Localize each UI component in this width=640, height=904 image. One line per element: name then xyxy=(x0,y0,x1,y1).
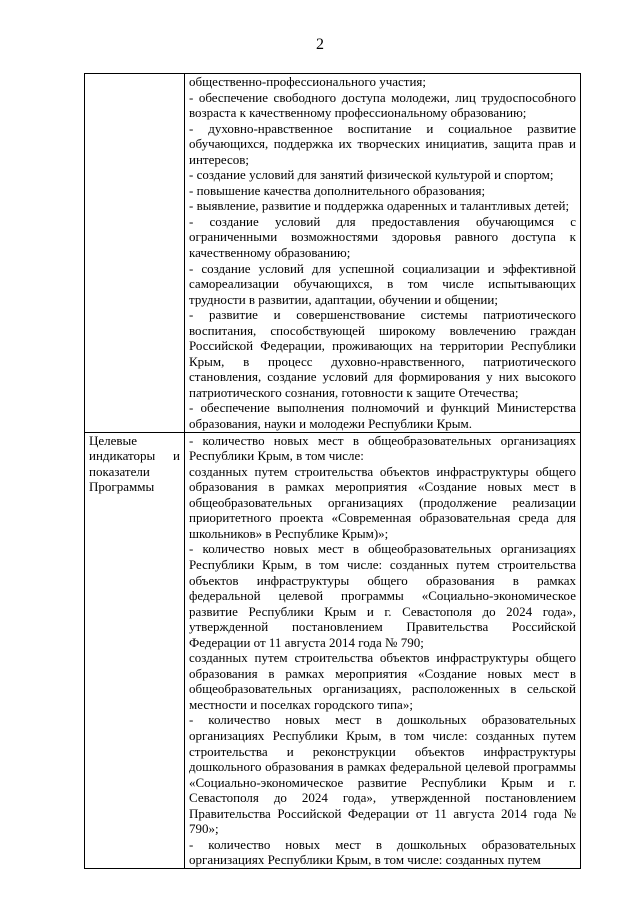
table-row xyxy=(85,74,581,433)
list-item: - повышение качества дополнительного образования; xyxy=(189,182,486,198)
program-passport-table xyxy=(84,73,581,869)
page-number: 2 xyxy=(316,36,324,53)
table-row xyxy=(85,432,581,868)
list-item: - выявление, развитие и поддержка одаренных и талантливых детей; xyxy=(189,198,570,214)
list-item: - количество новых мест в дошкольных образовательных организациях Республики Крым, в том числе: созданных путем xyxy=(189,836,576,868)
list-item: - количество новых мест в общеобразовательных организациях Республики Крым, в том числе: xyxy=(189,432,576,464)
row-label-cell xyxy=(85,432,185,868)
list-item: - создание условий для предоставления обучающимся с ограниченными возможностями здоровья равного доступа к качественному образованию; xyxy=(189,213,576,261)
list-item: - количество новых мест в общеобразовательных организациях Республики Крым, в том числе: созданных путем строительства объектов инфраструктуры общего образования в рамках федеральной целевой программы «Социально-экономическое развитие Республики Крым и г. Севастополя до 2024 года», утвержденной постановлением Правительства Российской Федерации от 11 августа 2014 года № 790; xyxy=(189,541,576,650)
row-content-cell xyxy=(185,74,581,433)
list-item: - обеспечение свободного доступа молодежи, лиц трудоспособного возраста к качественному профессиональному образованию; xyxy=(189,89,576,121)
list-item: созданных путем строительства объектов инфраструктуры общего образования в рамках мероприятия «Создание новых мест в общеобразовательных организациях (продолжение реализации приоритетного проекта «Современная образовательная среда для школьников» в Республике Крым)»; xyxy=(189,463,576,541)
list-item: - обеспечение выполнения полномочий и функций Министерства образования, науки и молодежи Республики Крым. xyxy=(189,400,576,432)
list-item: - количество новых мест в дошкольных образовательных организациях Республики Крым, в том числе: созданных путем строительства и реконструкции объектов инфраструктуры дошкольного образования в рамках федеральной целевой программы «Социально-экономическое развитие Республики Крым и г. Севастополя до 2024 года», утвержденной постановлением Правительства Российской Федерации от 11 августа 2014 года № 790»; xyxy=(189,712,576,837)
list-item: - развитие и совершенствование системы патриотического воспитания, способствующей широкому вовлечению граждан Российской Федерации, проживающих на территории Республики Крым, в процесс духовно-нравственного, патриотического становления, создание условий для формирования у них высокого патриотического сознания, готовности к защите Отечества; xyxy=(189,307,576,400)
list-item: созданных путем строительства объектов инфраструктуры общего образования в рамках мероприятия «Создание новых мест в общеобразовательных организациях, расположенных в сельской местности и поселках городского типа»; xyxy=(189,650,576,712)
list-item: - создание условий для успешной социализации и эффективной самореализации обучающихся, в том числе испытывающих трудности в развитии, адаптации, обучении и общении; xyxy=(189,260,576,307)
row-content-cell xyxy=(185,432,581,868)
list-item: общественно-профессионального участия; xyxy=(189,74,426,89)
list-item: - создание условий для занятий физической культурой и спортом; xyxy=(189,167,554,183)
row-label: Целевые индикаторы и показатели Программы xyxy=(89,432,180,495)
row-label-cell xyxy=(85,74,185,433)
list-item: - духовно-нравственное воспитание и социальное развитие обучающихся, поддержка их творческих инициатив, защита прав и интересов; xyxy=(189,120,576,167)
